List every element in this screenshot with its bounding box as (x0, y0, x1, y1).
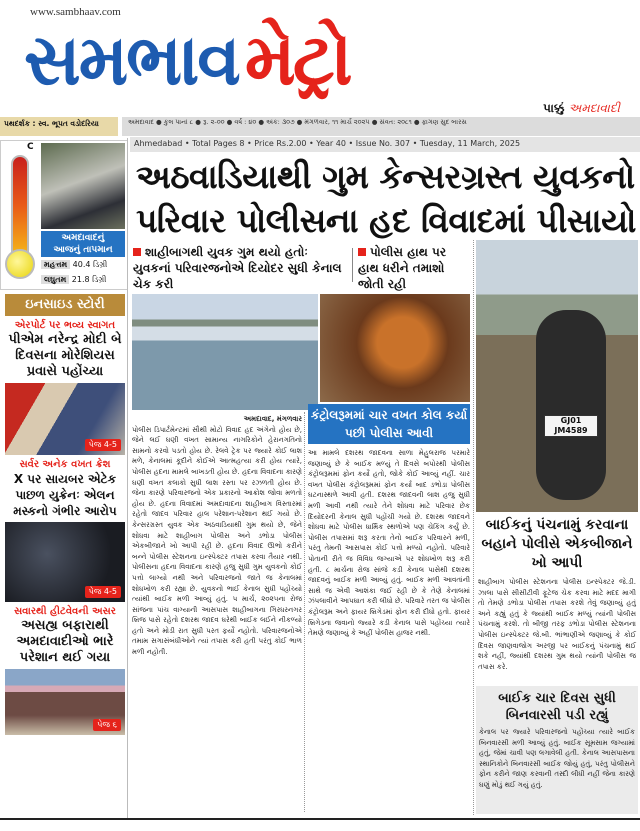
subheadline-1-text: શાહીબાગથી યુવક ગુમ થયો હતોઃ યુવકનાં પરિવારજનોએ દિયોદર સુધી કેનાલ ચેક કરી (133, 245, 342, 291)
story-headline: અસહ્ય બફારાથી અમદાવાદીઓ ભારે પરેશાન થઈ ગયા (16, 618, 114, 665)
min-label: લઘુતમ (41, 275, 69, 284)
bike-shape (536, 310, 606, 500)
man-photo (320, 294, 470, 402)
subheadline-2-text: પોલીસ હાથ પર હાથ ધરીને તમાશો જોતી રહી (358, 245, 447, 291)
story-kicker: એરપોર્ટ પર ભવ્ય સ્વાગત (14, 320, 116, 331)
masthead-metro: મેટ્રો (244, 17, 350, 101)
tagline-b: અમદાવાદી (568, 101, 620, 115)
page-ref: પેજ 4-5 (85, 586, 121, 598)
weather-widget (0, 140, 128, 290)
article-body-col1 (132, 414, 302, 812)
right-body-2: કેનાલ પર જ્યારે પરિવારજનો પહોંચ્યા ત્યારે બાઈક બિનવારસી મળી આવ્યું હતું. બાઈક સૂમસામ જગ્યામાં હતું, જેમાં ચાવી પણ લગાવેલી હતી. કેનાલ આસપાસના સ્થાનિકોને બિનવારસી બાઈક જોયું હતું, પરંતુ પોલીસને ફોન કરીને જાણ કરવાની તસ્દી લીધી નહીં જેના કારણે ઘણું મોડું થઈ ગયું હતું. (479, 728, 635, 789)
thermometer-icon (11, 155, 29, 255)
sidebar-divider (127, 138, 128, 818)
canal-photo (132, 294, 318, 410)
right-box-headline: બાઈક ચાર દિવસ સુધી બિનવારસી પડી રહ્યું (498, 691, 616, 723)
sidebar-story-2[interactable] (5, 458, 125, 602)
thermometer-bulb (5, 249, 35, 279)
issue-info-english: Ahmedabad • Total Pages 8 • Price Rs.2.00 • Year 40 • Issue No. 307 • Tuesday, 11 March, 2025 (130, 137, 640, 152)
right-body-1: શાહીબાગ પોલીસ સ્ટેશનના પોલીસ ઇન્સ્પેક્ટર જે.ડી. ઝાલા પાસે સીસીટીવી ફૂટેજ ચેક કરવા માટે મદદ માગી તો તેમણે ડભોડા પોલીસ તપાસ કરશે તેવું જણાવ્યું હતું અને કહ્યું હતું કે જ્યાંથી બાઈક મળ્યું ત્યાંની પોલીસ પંચનામું કરશે. તો બીજી તરફ ડભોડા પોલીસ સ્ટેશનના પોલીસ ઇન્સ્પેક્ટર જે.બી. ભાંભાણીએ જણાવ્યું કે કોઈ દિવસ જાણવાજોગ અરજી પર બાઈકનું પંચનામું થઈ શકે નહીં, જ્યાંથી દશરથ ગુમ થયો ત્યાંની પોલીસ જ તપાસ કરે. (478, 578, 636, 671)
page-ref: પેજ ૬ (93, 719, 121, 731)
bike-photo (476, 240, 638, 512)
dateline: અમદાવાદ, મંગળવાર (243, 415, 302, 423)
main-headline-line2: પરિવાર પોલીસના હદ વિવાદમાં પીસાયો (136, 201, 636, 240)
article-col2 (308, 404, 470, 812)
article-body-col2: આ મામલે દશરથ જાદવના સાળા મેહુલરાજ પરમારે જણાવ્યું છે કે બાઈક મળ્યું તે દિવસે બપોરથી પોલીસ કંટ્રોલરૂમમાં ફોન કર્યો હતો, જોકે કોઈ આવ્યું નહીં. ચાર વખત પોલીસ કંટ્રોલરૂમમાં ફોન કર્યા બાદ ડભોડા પોલીસ ઘટનાસ્થળે આવી હતી. દશરથ જાદવની લાશ હજુ સુધી મળી આવી નથી ત્યારે તેને શોધવા માટે પરિવાર છેક દિયોદરની કેનાલ સુધી પહોંચી ગયો છે. દશરથ જાદવને શોધવા માટે પોલીસ ધાર્મિક સ્થળોએ પણ ચેકિંગ કર્યું છે. પોલીસ તપાસમાં શરૂ કરતા તેનો બાઈક પરિવારને મળી, પરંતુ તેમની આસપાસ કોઈ પત્તો મળ્યો નહોતો. પરિવારે પોતાની રીતે જ વિવિધ જગ્યાએ પર શોધખોળ શરૂ કરી હતી. ૮ માર્ચના રોજ સાંજે કડી કેનાલ પાસેથી દશરથ જાદવનું બાઈક મળી આવ્યું હતું. બાઈક મળી આવતાંની સાથે જ એવી આશંકા જઈ રહી છે કે તેણે કેનાલમાં ઝંપલાવીને આપઘાત કરી લીધો છે. પરિવારે તરત જ પોલીસ કંટ્રોલરૂમ અને ફાયર બ્રિગેડમાં ફોન કરી દીધો હતો. ફાયર બ્રિગેડના જવાનો જ્યારે કડી કેનાલ પાસે પહોંચ્યા ત્યારે તેમણે જણાવ્યું કે અહીં પોલીસ હાજર નથી. (308, 449, 470, 638)
page-ref: પેજ 4-5 (85, 439, 121, 451)
story-headline: પીએમ નરેન્દ્ર મોદી બે દિવસના મોરેશિયસ પ્રવાસે પહોંચ્યા (8, 332, 122, 379)
masthead-title: સમભાવ (24, 19, 239, 101)
subhead-divider (352, 248, 353, 282)
heat-photo (41, 143, 125, 229)
max-label: મહત્તમ (41, 260, 70, 269)
weather-title-2: આજનું તાપમાન (53, 245, 113, 255)
min-temp-row (41, 274, 106, 286)
issue-info-gujarati: અમદાવાદ ● કુલ પાનાં ૮ ● રૂ. ૨-૦૦ ● વર્ષ : ૪૦ ● અંક: ૩૦૭ ● મંગળવાર, ૧૧ માર્ચ ૨૦૨૫ ● સંવત: ૨૦૮૧ ● ફાગણ સુદ બારસ (122, 117, 640, 136)
weather-title (41, 231, 125, 257)
inside-story-banner: ઇનસાઇડ સ્ટોરી (5, 294, 125, 316)
unit-label: C (27, 142, 34, 152)
right-box (476, 686, 638, 814)
tagline-a: પાક્કું (543, 101, 565, 115)
subheadline-1 (133, 244, 348, 292)
sidebar-story-1[interactable] (5, 319, 125, 455)
bullet-icon (133, 248, 141, 256)
story-kicker: સવારથી હીટવેવની અસર (14, 606, 116, 617)
min-value: 21.8 ડિગ્રી (71, 275, 107, 284)
right-headline: બાઈકનું પંચનામું કરવાના બહાને પોલીસે એકબીજાને ખો આપી (481, 517, 633, 571)
story-headline: X પર સાયબર એટેક પાછળ યુક્રેનઃ એલન મસ્કનો ગંભીર આરોપ (13, 472, 117, 518)
main-headline-line1: અઠવાડિયાથી ગુમ કેન્સરગ્રસ્ત યુવકનો (136, 157, 635, 196)
story-photo (5, 669, 125, 735)
license-plate: GJ01 JM4589 (544, 415, 598, 437)
masthead (24, 17, 624, 101)
masthead-tagline (543, 101, 620, 116)
story-photo (5, 383, 125, 455)
publisher-label: પથદર્શક : સ્વ. ભૂપત વડોદરિયા (0, 117, 118, 136)
right-article (476, 516, 638, 814)
column-divider (304, 412, 305, 812)
right-column-divider (473, 240, 474, 815)
weather-title-1: અમદાવાદનું (61, 233, 105, 243)
max-value: 40.4 ડિગ્રી (72, 260, 108, 269)
max-temp-row (41, 259, 107, 271)
article-text: પોલીસ ડિપાર્ટમેન્ટમાં સૌથી મોટો વિવાદ હદ અંગેનો હોય છે, જેને લઈ ઘણી વખત સામાન્ય નાગરિકોને હેરાનગતિનો સામનો કરવો પડતો હોય છે. રેલવે ટ્રેક પર જ્યારે કોઈ લાશ મળે, કેનાલમાં કૂદીને કોઈએ આત્મહત્યા કરી હોય ત્યારે, પોલીસ હદના મામલે બાખડતી હોય છે. હદના વિવાદના કારણે ઘણી વખત કલાકો સુધી લાશ રસ્તા પર રઝળતી હોય છે. જેના કારણે પરિવારજનો એક પ્રકારનો આક્રોશ જોવા મળતો હોય છે. હદના વિવાદમાં અમદાવાદના શાહીબાગ વિસ્તારમાં રહેતો જાદવ પરિવાર હાલ પરેશાન-પરેશાન થઈ ગયો છે. કેન્સરગ્રસ્ત યુવક એક અઠવાડિયાથી ગુમ થયો છે, જેને શોધવા માટે શાહીબાગ પોલીસ અને ડભોડા પોલીસ એકબીજાને ખો આપી રહી છે. હદના વિવાદ ઊભો કરીને બન્ને પોલીસ સ્ટેશનના ઇન્સ્પેક્ટર તપાસ કરવા તૈયાર નથી. પોલીસના હદના વિવાદના કારણે હજુ સુધી ગુમ યુવકનો કોઈ પત્તો લાગ્યો નથી અને પરિવારજનો જાતે જ કેનાલમાં શોધખોળ કરી રહ્યા છે. યુવકનો ભાઈ કેનાલ સુધી પહોંચ્યો ત્યાંથી બાઈક મળી આવ્યું હતું. પ માર્ચ, ૨૦૨૫ના રોજ સાંજના પાંચ વાગ્યાની આસપાસ શાહીબાગના ગિરધરનગર બ્રિજ પાસે રહેતો દશરથ જાદવ ઘરેથી બાઈક લઈને નીકળ્યો હતો અને મોડી રાત સુધી પરત ફર્યો નહોતો. પરિવારજનોએ તમામ સગાસંબંધીઓને ત્યાં તપાસ કરી હતી પરંતુ કોઈ ભાળ મળી નહોતી. (132, 425, 302, 657)
controlroom-box-headline: કંટ્રોલરૂમમાં ચાર વખત કોલ કર્યા પછી પોલીસ આવી (308, 404, 470, 444)
subheadline-2 (358, 244, 470, 292)
website-url[interactable]: www.sambhaav.com (30, 6, 121, 18)
story-photo (5, 522, 125, 602)
sidebar-story-3[interactable] (5, 605, 125, 735)
story-kicker: સર્વર અનેક વખત ક્રેશ (19, 459, 111, 470)
bullet-icon (358, 248, 366, 256)
sidebar-stories (5, 294, 125, 735)
bottom-rule (0, 818, 640, 820)
